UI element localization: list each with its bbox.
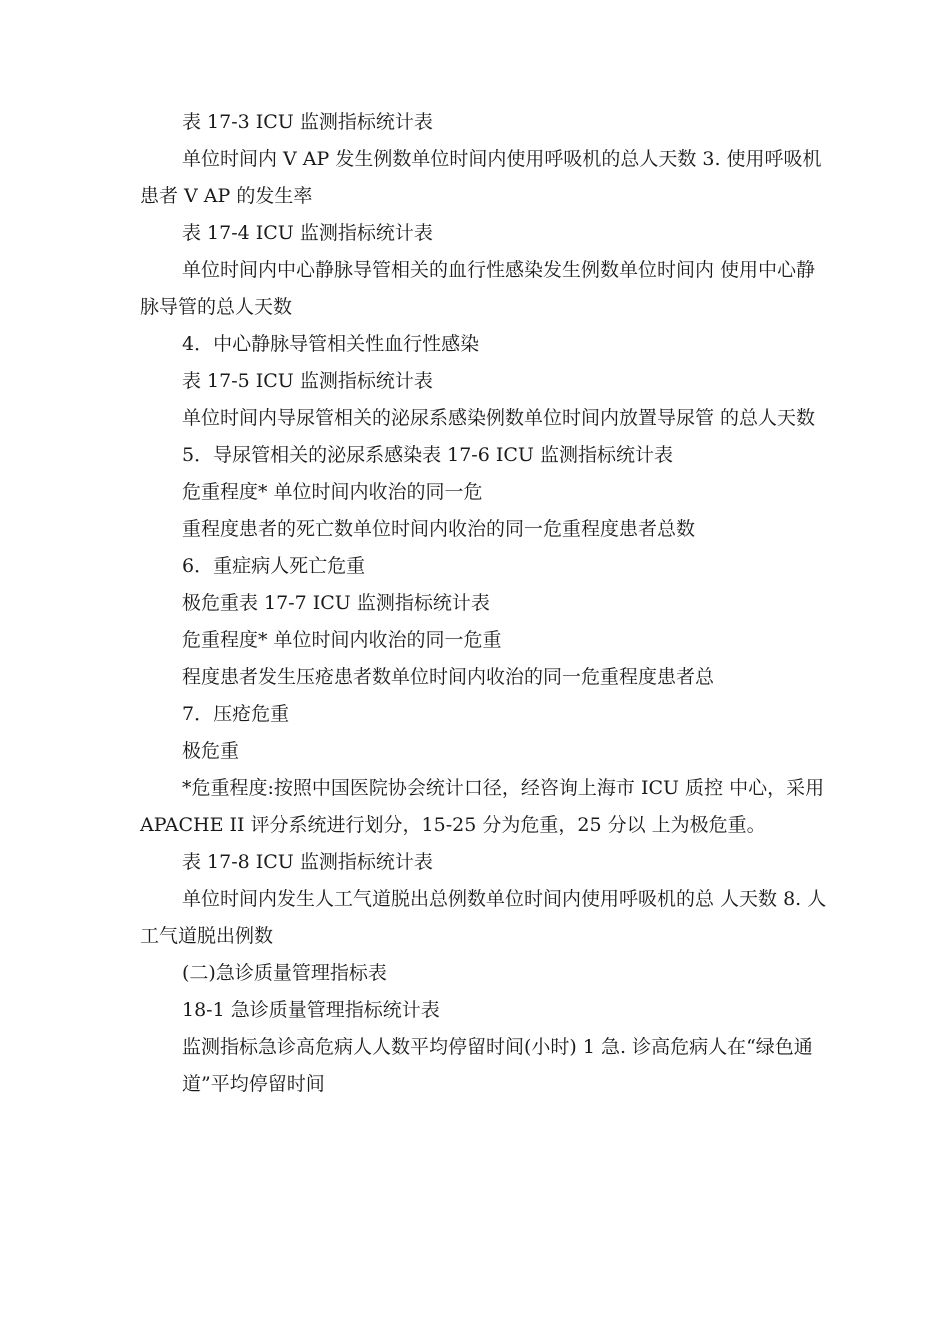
paragraph-3: 表 17-4 ICU 监测指标统计表 xyxy=(182,222,433,244)
paragraph-1: 表 17-3 ICU 监测指标统计表 xyxy=(182,111,433,133)
paragraph-10: 重程度患者的死亡数单位时间内收治的同一危重程度患者总数 xyxy=(182,518,696,540)
paragraph-12: 极危重表 17-7 ICU 监测指标统计表 xyxy=(182,592,490,614)
paragraph-20: (二)急诊质量管理指标表 xyxy=(182,962,387,984)
paragraph-16: 极危重 xyxy=(182,740,240,762)
paragraph-8: 5．导尿管相关的泌尿系感染表 17-6 ICU 监测指标统计表 xyxy=(182,444,673,466)
paragraph-19: 单位时间内发生人工气道脱出总例数单位时间内使用呼吸机的总 人天数 8. 人工气道脱出例数 xyxy=(140,888,827,947)
paragraph-5: 4．中心静脉导管相关性血行性感染 xyxy=(182,333,480,355)
paragraph-13: 危重程度* 单位时间内收治的同一危重 xyxy=(182,629,502,651)
paragraph-9: 危重程度* 单位时间内收治的同一危 xyxy=(182,481,483,503)
paragraph-22: 监测指标急诊高危病人人数平均停留时间(小时) 1 急. 诊高危病人在“绿色通 xyxy=(182,1036,813,1058)
paragraph-7: 单位时间内导尿管相关的泌尿系感染例数单位时间内放置导尿管 的总人天数 xyxy=(182,407,816,429)
paragraph-14: 程度患者发生压疮患者数单位时间内收治的同一危重程度患者总 xyxy=(182,666,715,688)
paragraph-6: 表 17-5 ICU 监测指标统计表 xyxy=(182,370,433,392)
paragraph-15: 7．压疮危重 xyxy=(182,703,290,725)
paragraph-23: 道”平均停留时间 xyxy=(182,1073,325,1095)
document-body xyxy=(140,104,830,1103)
paragraph-18: 表 17-8 ICU 监测指标统计表 xyxy=(182,851,433,873)
paragraph-2: 单位时间内 V AP 发生例数单位时间内使用呼吸机的总人天数 3. 使用呼吸机患者 V AP 的发生率 xyxy=(140,148,822,207)
paragraph-17: *危重程度:按照中国医院协会统计口径，经咨询上海市 ICU 质控 中心，采用 APACHE II 评分系统进行划分，15-25 分为危重，25 分以 上为极危重。 xyxy=(140,777,825,836)
paragraph-4: 单位时间内中心静脉导管相关的血行性感染发生例数单位时间内 使用中心静脉导管的总人天数 xyxy=(140,259,816,318)
paragraph-21: 18-1 急诊质量管理指标统计表 xyxy=(182,999,440,1021)
paragraph-11: 6．重症病人死亡危重 xyxy=(182,555,366,577)
